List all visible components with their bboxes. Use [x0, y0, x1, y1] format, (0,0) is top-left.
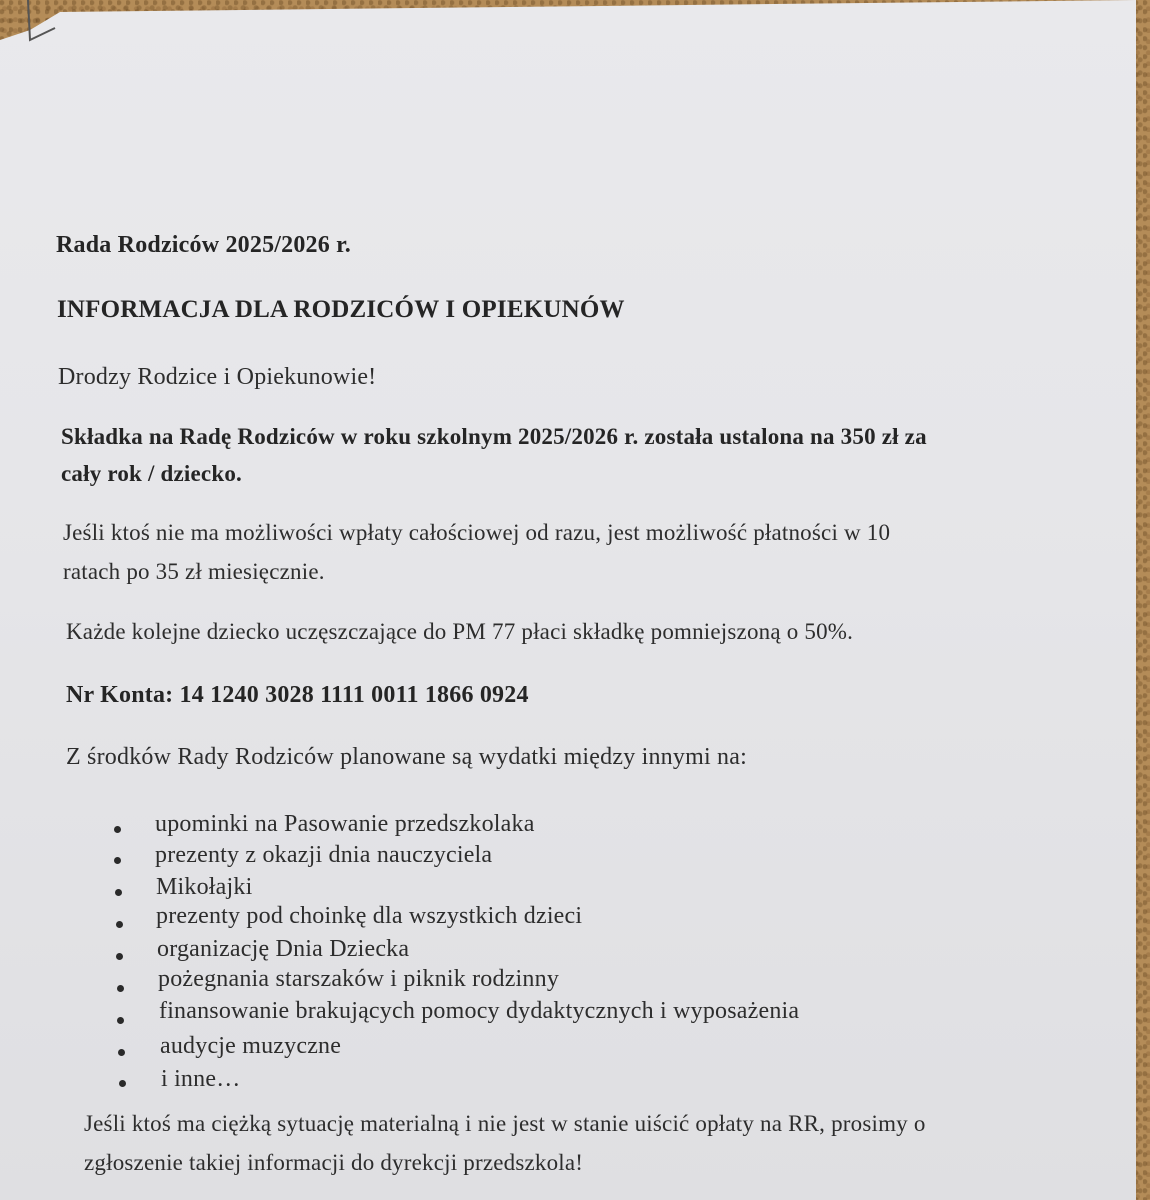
fee-text-line-1: Składka na Radę Rodziców w roku szkolnym 2025/2026 r. została ustalona na 350 zł za [61, 424, 927, 449]
council-year-heading: Rada Rodziców 2025/2026 r. [56, 232, 351, 258]
expense-item-label: upominki na Pasowanie przedszkolaka [155, 811, 535, 837]
expense-item-label: pożegnania starszaków i piknik rodzinny [158, 966, 560, 992]
bullet-icon [116, 953, 123, 960]
bullet-icon [118, 1049, 125, 1056]
expenses-intro: Z środków Rady Rodziców planowane są wydatki między innymi na: [66, 744, 747, 770]
bullet-icon [117, 985, 124, 992]
expense-item-label: audycje muzyczne [160, 1033, 342, 1059]
bank-account-number: Nr Konta: 14 1240 3028 1111 0011 1866 0924 [66, 682, 529, 708]
expense-item-label: prezenty z okazji dnia nauczyciela [155, 842, 493, 868]
installments-text-line-1: Jeśli ktoś nie ma możliwości wpłaty całościowej od razu, jest możliwość płatności w 10 [63, 520, 891, 545]
expense-item-label: prezenty pod choinkę dla wszystkich dzieci [156, 903, 583, 929]
fee-text-line-2: cały rok / dziecko. [61, 461, 242, 486]
bullet-icon [119, 1080, 126, 1087]
greeting: Drodzy Rodzice i Opiekunowie! [58, 364, 377, 390]
expense-item-label: finansowanie brakujących pomocy dydaktycznych i wyposażenia [159, 998, 800, 1024]
bullet-icon [114, 857, 121, 864]
hardship-text-line-2: zgłoszenie takiej informacji do dyrekcji przedszkola! [84, 1150, 584, 1175]
bullet-icon [116, 921, 123, 928]
hardship-text-line-1: Jeśli ktoś ma ciężką sytuację materialną i nie jest w stanie uiścić opłaty na RR, prosimy o [84, 1111, 926, 1136]
installments-text-line-2: ratach po 35 zł miesięcznie. [63, 559, 325, 584]
sibling-discount-text: Każde kolejne dziecko uczęszczające do PM 77 płaci składkę pomniejszoną o 50%. [66, 619, 854, 644]
bullet-icon [117, 1017, 124, 1024]
bullet-icon [115, 889, 122, 896]
expense-item-label: organizację Dnia Dziecka [157, 936, 410, 962]
expense-item-label: Mikołajki [156, 874, 253, 900]
notice-title: INFORMACJA DLA RODZICÓW I OPIEKUNÓW [57, 296, 625, 323]
bullet-icon [114, 826, 121, 833]
expense-item-label: i inne… [161, 1066, 241, 1092]
